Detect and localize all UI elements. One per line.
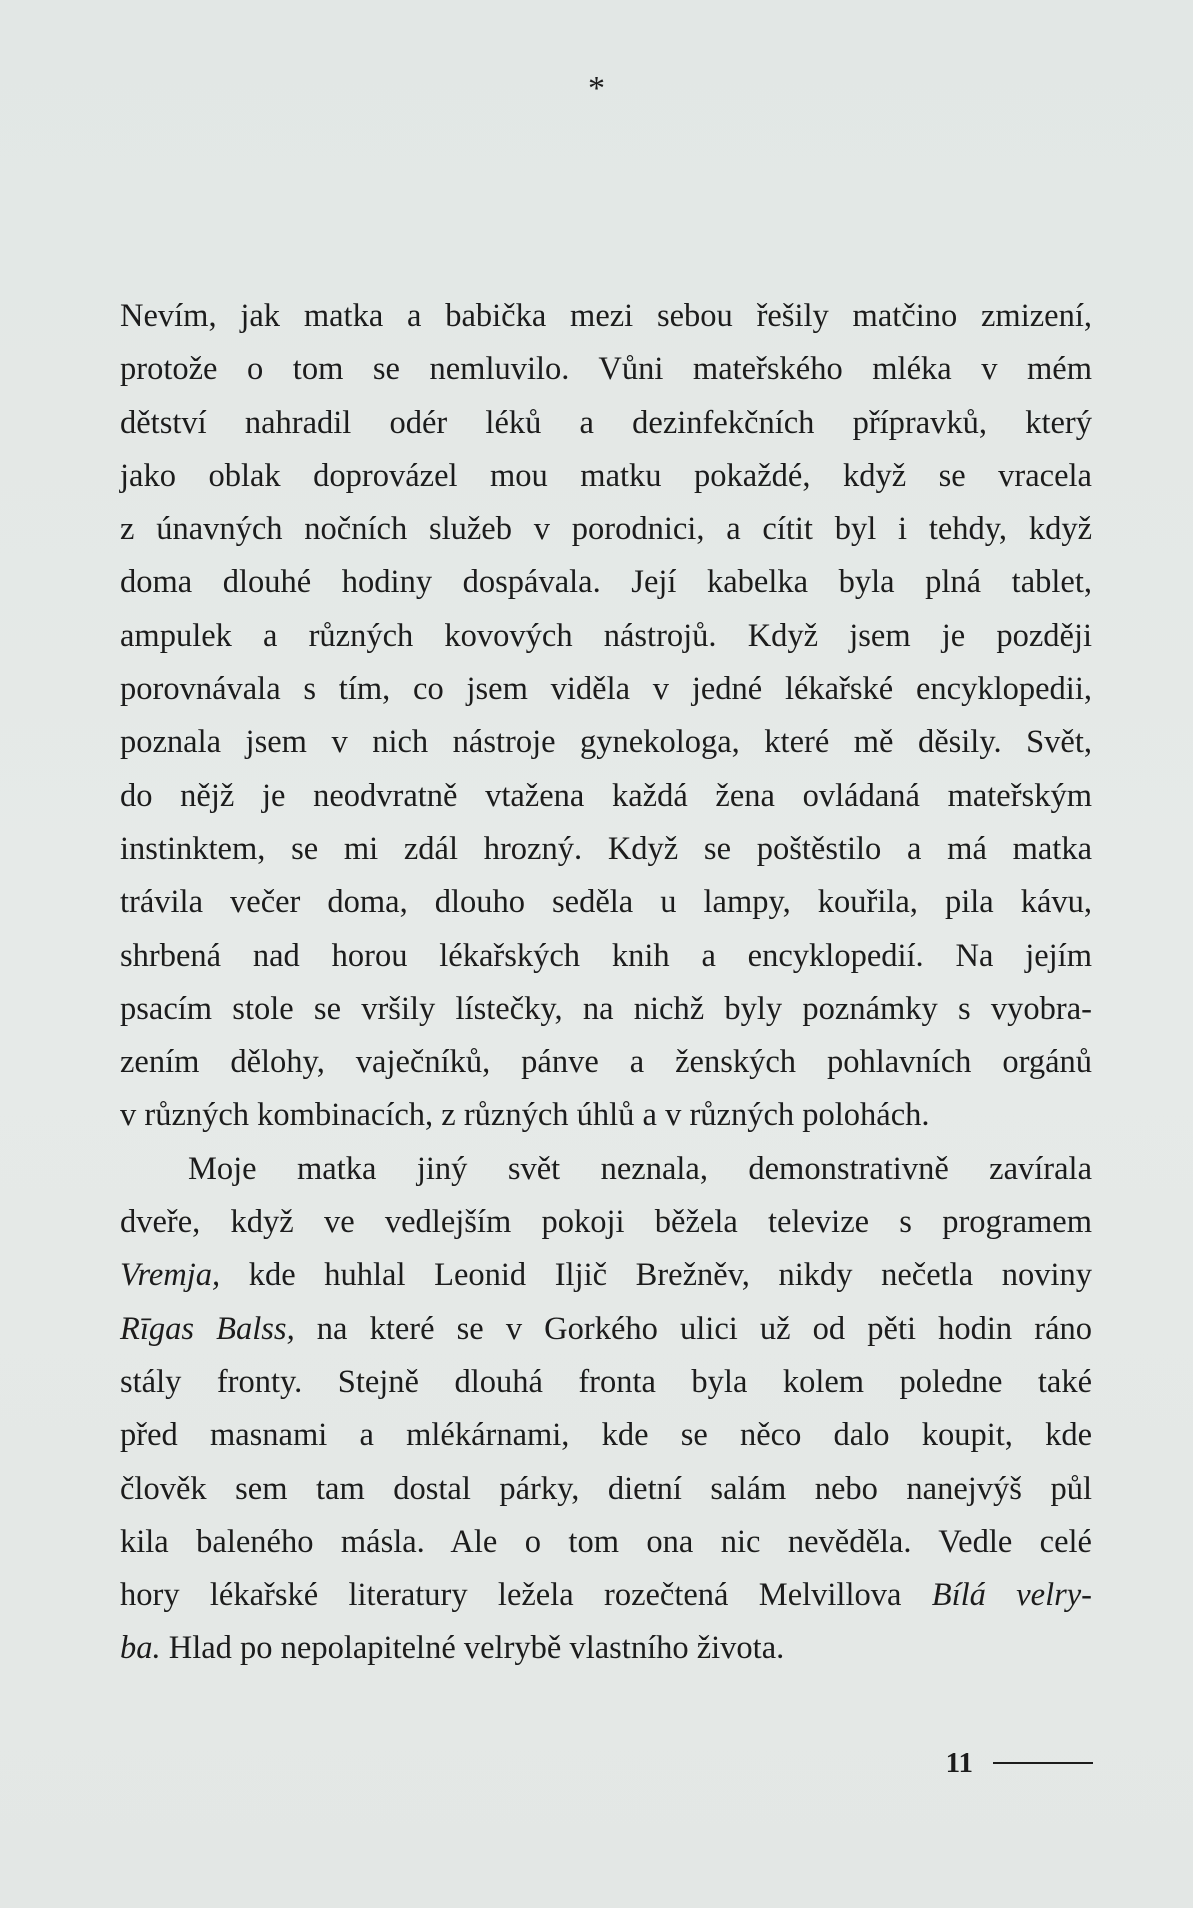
text-line: [120, 1249, 1092, 1302]
text-line: dětství nahradil odér léků a dezinfekčních přípravků, který: [120, 404, 1092, 441]
text-line: člověk sem tam dostal párky, dietní salám nebo nanejvýš půl: [120, 1470, 1092, 1507]
text-line: protože o tom se nemluvilo. Vůni mateřského mléka v mém: [120, 351, 1092, 388]
body-text: [120, 290, 1092, 1676]
tv-program-title: Vremja,: [120, 1257, 221, 1294]
text-line: shrbená nad horou lékařských knih a encyklopedií. Na jejím: [120, 937, 1092, 974]
text-line: před masnami a mlékárnami, kde se něco dalo koupit, kde: [120, 1417, 1092, 1454]
text-line: zením dělohy, vaječníků, pánve a ženských pohlavních orgánů: [120, 1044, 1092, 1081]
text-line: ampulek a různých kovových nástrojů. Když jsem je později: [120, 617, 1092, 654]
text-line: [120, 1622, 1092, 1675]
text-fragment: hory lékařské literatury ležela rozečtená Melvillova: [120, 1577, 932, 1614]
text-fragment: na které se v Gorkého ulici už od pěti hodin ráno: [294, 1310, 1092, 1347]
text-line: [120, 1303, 1092, 1356]
text-line: stály fronty. Stejně dlouhá fronta byla kolem poledne také: [120, 1363, 1092, 1400]
text-line: psacím stole se vršily lístečky, na nichž byly poznámky s vyobra-: [120, 990, 1092, 1027]
text-line: v různých kombinacích, z různých úhlů a v různých polohách.: [120, 1097, 930, 1134]
text-line: do nějž je neodvratně vtažena každá žena ovládaná mateřským: [120, 777, 1092, 814]
book-title-continued: ba.: [120, 1630, 161, 1667]
book-title: Bílá velry-: [931, 1577, 1092, 1614]
text-line: poznala jsem v nich nástroje gynekologa, které mě děsily. Svět,: [120, 724, 1092, 761]
section-break-asterisk: *: [588, 70, 605, 107]
text-line: jako oblak doprovázel mou matku pokaždé, když se vracela: [120, 457, 1092, 494]
text-fragment: Hlad po nepolapitelné velrybě vlastního života.: [160, 1630, 785, 1667]
text-line: doma dlouhé hodiny dospávala. Její kabelka byla plná tablet,: [120, 564, 1092, 601]
text-line: Moje matka jiný svět neznala, demonstrativně zavírala: [188, 1150, 1092, 1187]
page-number: 11: [945, 1747, 973, 1779]
paragraph-1: [120, 290, 1092, 1143]
text-line: z únavných nočních služeb v porodnici, a cítit byl i tehdy, když: [120, 511, 1092, 548]
text-line: kila baleného másla. Ale o tom ona nic nevěděla. Vedle celé: [120, 1523, 1092, 1560]
page-footer: [946, 1747, 1093, 1779]
footer-rule: [993, 1762, 1093, 1764]
newspaper-title: Rīgas Balss,: [120, 1310, 295, 1347]
text-line: dveře, když ve vedlejším pokoji běžela televize s programem: [120, 1204, 1092, 1241]
text-line: instinktem, se mi zdál hrozný. Když se poštěstilo a má matka: [120, 830, 1092, 867]
text-line: [120, 1569, 1092, 1622]
paragraph-2: [120, 1143, 1092, 1676]
text-fragment: kde huhlal Leonid Iljič Brežněv, nikdy nečetla noviny: [220, 1257, 1092, 1294]
text-line: Nevím, jak matka a babička mezi sebou řešily matčino zmizení,: [120, 298, 1092, 334]
text-line: porovnávala s tím, co jsem viděla v jedné lékařské encyklopedii,: [120, 671, 1092, 708]
text-line: trávila večer doma, dlouho seděla u lampy, kouřila, pila kávu,: [120, 884, 1092, 921]
